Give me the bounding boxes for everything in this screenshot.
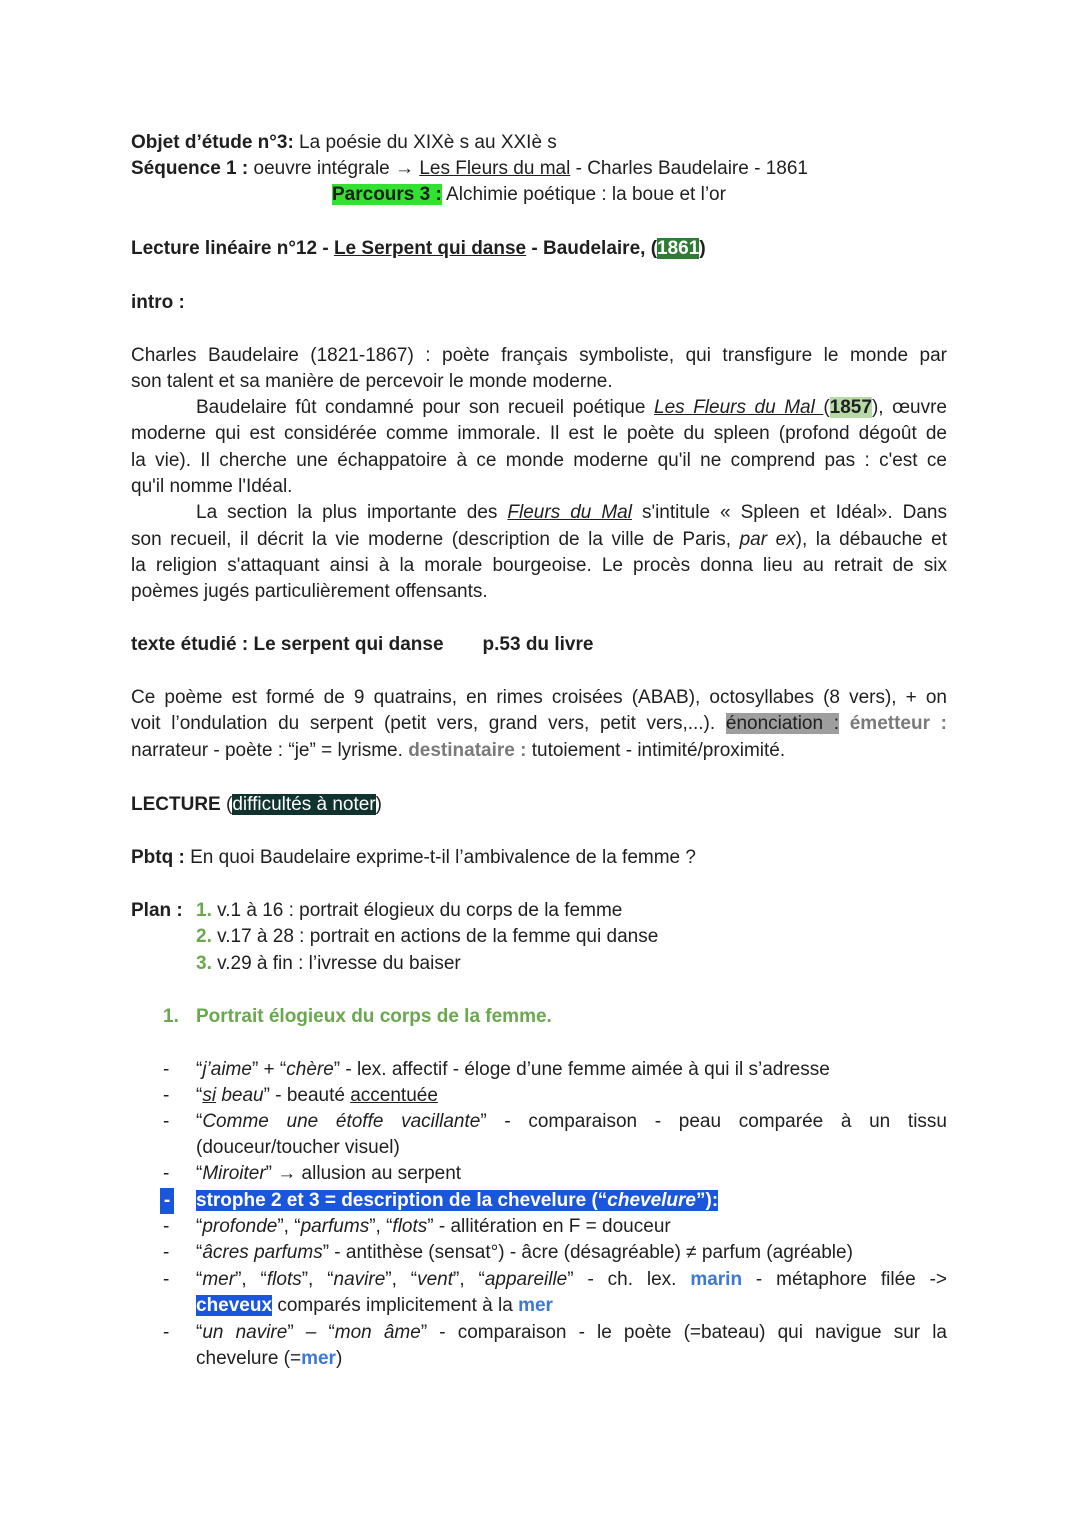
b8-q1: mer — [202, 1269, 236, 1290]
b2-accentuee: accentuée — [350, 1085, 438, 1106]
b8-mer: mer — [518, 1295, 553, 1316]
lecture-title: Le Serpent qui danse — [333, 238, 527, 259]
b2-a: “ — [196, 1085, 203, 1106]
lecture-section-open: ( — [220, 794, 233, 815]
intro-p2-text-a: Baudelaire fût condamné pour son recueil poétique — [196, 397, 655, 418]
intro-p2-open: ( — [823, 397, 830, 418]
b5-a: strophe 2 et 3 = description de la chevelure (“ — [196, 1190, 608, 1211]
bullet-6 — [196, 1214, 947, 1240]
b6-d: ” - allitération en F = douceur — [427, 1216, 671, 1237]
plan-item-3-num: 3. — [196, 953, 212, 974]
lecture-section — [131, 792, 947, 818]
intro-p3-text-a: La section la plus importante des — [196, 502, 508, 523]
b7-quote: âcres parfums — [202, 1242, 323, 1263]
b1-a: “ — [196, 1059, 203, 1080]
pbtq-text: En quoi Baudelaire exprime-t-il l’ambivalence de la femme ? — [184, 847, 696, 868]
b5-quote: chevelure — [607, 1190, 697, 1211]
b4-b: ” → allusion au serpent — [265, 1163, 462, 1184]
texte-line — [131, 632, 947, 658]
b8-q2: flots — [266, 1269, 302, 1290]
intro-p2-line4: qu'il nomme l'Idéal. — [131, 476, 293, 497]
texte-label: texte étudié : Le serpent qui danse — [131, 634, 444, 655]
plan-item-2-text: v.17 à 28 : portrait en actions de la femme qui danse — [211, 926, 659, 947]
b5-b: ”): — [696, 1190, 719, 1211]
lecture-section-note: difficultés à noter — [232, 794, 376, 815]
lecture-section-label: LECTURE — [131, 794, 221, 815]
bullet-8-line2 — [196, 1293, 947, 1319]
b9-q2: mon âme — [334, 1322, 421, 1343]
lecture-label: Lecture linéaire n°12 - — [131, 238, 334, 259]
plan-item-2 — [196, 924, 947, 950]
parcours-label: Parcours 3 : — [332, 184, 442, 205]
bullet-dash: - — [163, 1085, 170, 1106]
bullet-5 — [196, 1188, 947, 1214]
texte-line2 — [131, 711, 947, 737]
intro-p3-line3: la religion s'attaquant ainsi à la morale bourgeoise. Le procès donna lieu au retrait de six — [131, 555, 947, 576]
b1-c: ” - lex. affectif - éloge d’une femme aimée à qui il s’adresse — [333, 1059, 830, 1080]
b6-q2: parfums — [300, 1216, 370, 1237]
intro-p3-parex: par ex — [739, 529, 796, 550]
part1-heading-num: 1. — [163, 1006, 179, 1027]
lecture-section-close: ) — [375, 794, 382, 815]
b9-a: “ — [196, 1322, 203, 1343]
objet-line — [131, 130, 947, 156]
b4-quote: Miroiter — [202, 1163, 266, 1184]
intro-p2-line1 — [196, 395, 947, 421]
intro-p1-line2: son talent et sa manière de percevoir le monde moderne. — [131, 371, 613, 392]
texte-line3-a: narrateur - poète : “je” = lyrisme. — [131, 740, 409, 761]
pbtq-label: Pbtq : — [131, 847, 185, 868]
pbtq-line — [131, 845, 947, 871]
plan-item-1-num: 1. — [196, 900, 212, 921]
b1-jaime: j’aime — [202, 1059, 252, 1080]
b8-q3: navire — [333, 1269, 386, 1290]
b8-q4: vent — [417, 1269, 454, 1290]
intro-p1-line1: Charles Baudelaire (1821-1867) : poète français symboliste, qui transfigure le monde par — [131, 345, 947, 366]
part1-heading: Portrait élogieux du corps de la femme. — [196, 1006, 552, 1027]
lecture-title-line — [131, 236, 947, 262]
b6-b: ”, “ — [277, 1216, 301, 1237]
lecture-year: 1861 — [657, 238, 700, 259]
sequence-label: Séquence 1 : — [131, 158, 249, 179]
intro-p3-line2-a: son recueil, il décrit la vie moderne (description de la ville de Paris, — [131, 529, 740, 550]
texte-line1: Ce poème est formé de 9 quatrains, en rimes croisées (ABAB), octosyllabes (8 vers), + on — [131, 687, 947, 708]
intro-p2-year: 1857 — [829, 397, 872, 418]
plan-item-3-text: v.29 à fin : l’ivresse du baiser — [211, 953, 461, 974]
b8-line2-a: comparés implicitement à la — [272, 1295, 519, 1316]
plan-item-1-text: v.1 à 16 : portrait élogieux du corps de la femme — [211, 900, 623, 921]
parcours-text: Alchimie poétique : la boue et l’or — [441, 184, 726, 205]
intro-p3-line1 — [196, 500, 947, 526]
b7-b: ” - antithèse (sensat°) - âcre (désagréable) ≠ parfum (agréable) — [322, 1242, 853, 1263]
plan-item-2-num: 2. — [196, 926, 212, 947]
b6-c: ”, “ — [369, 1216, 393, 1237]
b9-mer: mer — [301, 1348, 336, 1369]
intro-p3-line4: poèmes jugés particulièrement offensants. — [131, 581, 488, 602]
bullet-dash: - — [163, 1111, 170, 1132]
b1-chere: chère — [286, 1059, 334, 1080]
intro-p3-text-b: s'intitule « Spleen et Idéal». Dans — [631, 502, 947, 523]
b9-c: ” - comparaison - le poète (=bateau) qui navigue sur la — [420, 1322, 948, 1343]
emetteur-label: émetteur : — [839, 713, 948, 734]
b2-si: si — [202, 1085, 217, 1106]
bullet-3-line1 — [196, 1109, 947, 1135]
b8-q5: appareille — [484, 1269, 568, 1290]
objet-label: Objet d’étude n°3: — [131, 132, 294, 153]
b3-a: “ — [196, 1111, 203, 1132]
bullet-1 — [196, 1057, 947, 1083]
b8-a: “ — [196, 1269, 203, 1290]
sequence-line — [131, 156, 947, 182]
objet-text: La poésie du XIXè s au XXIè s — [293, 132, 557, 153]
intro-p3-line2 — [131, 527, 947, 553]
bullet-dash: - — [163, 1269, 170, 1290]
b8-b: ”, “ — [235, 1269, 267, 1290]
b2-b: ” - beauté — [263, 1085, 351, 1106]
bullet-dash: - — [163, 1322, 170, 1343]
b6-q1: profonde — [202, 1216, 278, 1237]
enonciation-label: énonciation : — [725, 713, 840, 734]
b7-a: “ — [196, 1242, 203, 1263]
b8-cheveux: cheveux — [196, 1295, 273, 1316]
plan-item-1 — [196, 898, 947, 924]
bullet-dash: - — [163, 1242, 170, 1263]
b9-line2-a: chevelure (= — [196, 1348, 302, 1369]
intro-p2-text-b: ), œuvre — [871, 397, 947, 418]
b8-f: ” - ch. lex. — [567, 1269, 691, 1290]
b6-q3: flots — [392, 1216, 428, 1237]
intro-p3-line2-b: ), la débauche et — [795, 529, 947, 550]
b1-b: ” + “ — [251, 1059, 287, 1080]
intro-p2-work: Les Fleurs du Mal — [654, 397, 824, 418]
bullet-dash: - — [163, 1216, 170, 1237]
b8-marin: marin — [690, 1269, 743, 1290]
intro-p2-line3: la vie). Il cherche une échappatoire à ce monde moderne qu'il ne comprend pas : c'est ce — [131, 450, 947, 471]
b8-d: ”, “ — [385, 1269, 418, 1290]
texte-line2-a: voit l’ondulation du serpent (petit vers, grand vers, petit vers,...). — [131, 713, 726, 734]
bullet-9-line2 — [196, 1346, 947, 1372]
plan-item-3 — [196, 951, 947, 977]
b8-g: - métaphore filée -> — [742, 1269, 947, 1290]
b8-e: ”, “ — [453, 1269, 485, 1290]
bullet-8-line1 — [196, 1267, 947, 1293]
lecture-end: ) — [699, 238, 706, 259]
texte-line3-b: tutoiement - intimité/proximité. — [526, 740, 786, 761]
intro-p3-work: Fleurs du Mal — [507, 502, 632, 523]
texte-page: p.53 du livre — [482, 634, 594, 655]
b5-highlight — [196, 1190, 718, 1211]
b4-a: “ — [196, 1163, 203, 1184]
bullet-2 — [196, 1083, 947, 1109]
b3-b: ” - comparaison - peau comparée à un tissu — [480, 1111, 947, 1132]
bullet-3-line2: (douceur/toucher visuel) — [196, 1137, 400, 1158]
bullet-4 — [196, 1161, 947, 1187]
sequence-work: Les Fleurs du mal — [419, 158, 571, 179]
b8-c: ”, “ — [301, 1269, 334, 1290]
parcours-line — [332, 182, 947, 208]
lecture-mid: - Baudelaire, ( — [526, 238, 658, 259]
bullet-dash: - — [163, 1163, 170, 1184]
intro-p2-line2: moderne qui est considérée comme immorale. Il est le poète du spleen (profond dégoût de — [131, 423, 947, 444]
bullet-7 — [196, 1240, 947, 1266]
texte-line3 — [131, 738, 947, 764]
b9-b: ” – “ — [287, 1322, 335, 1343]
b9-q1: un navire — [202, 1322, 288, 1343]
b9-line2-b: ) — [335, 1348, 343, 1369]
b2-beau: beau — [216, 1085, 264, 1106]
bullet-9-line1 — [196, 1320, 947, 1346]
plan-label: Plan : — [131, 900, 183, 921]
sequence-text: oeuvre intégrale → — [248, 158, 420, 179]
b3-quote: Comme une étoffe vacillante — [202, 1111, 481, 1132]
destinataire-label: destinataire : — [408, 740, 527, 761]
sequence-author: - Charles Baudelaire - 1861 — [570, 158, 808, 179]
b6-a: “ — [196, 1216, 203, 1237]
intro-label: intro : — [131, 292, 185, 313]
bullet-dash: - — [163, 1059, 170, 1080]
bullet-dash-highlight: - — [160, 1188, 174, 1214]
